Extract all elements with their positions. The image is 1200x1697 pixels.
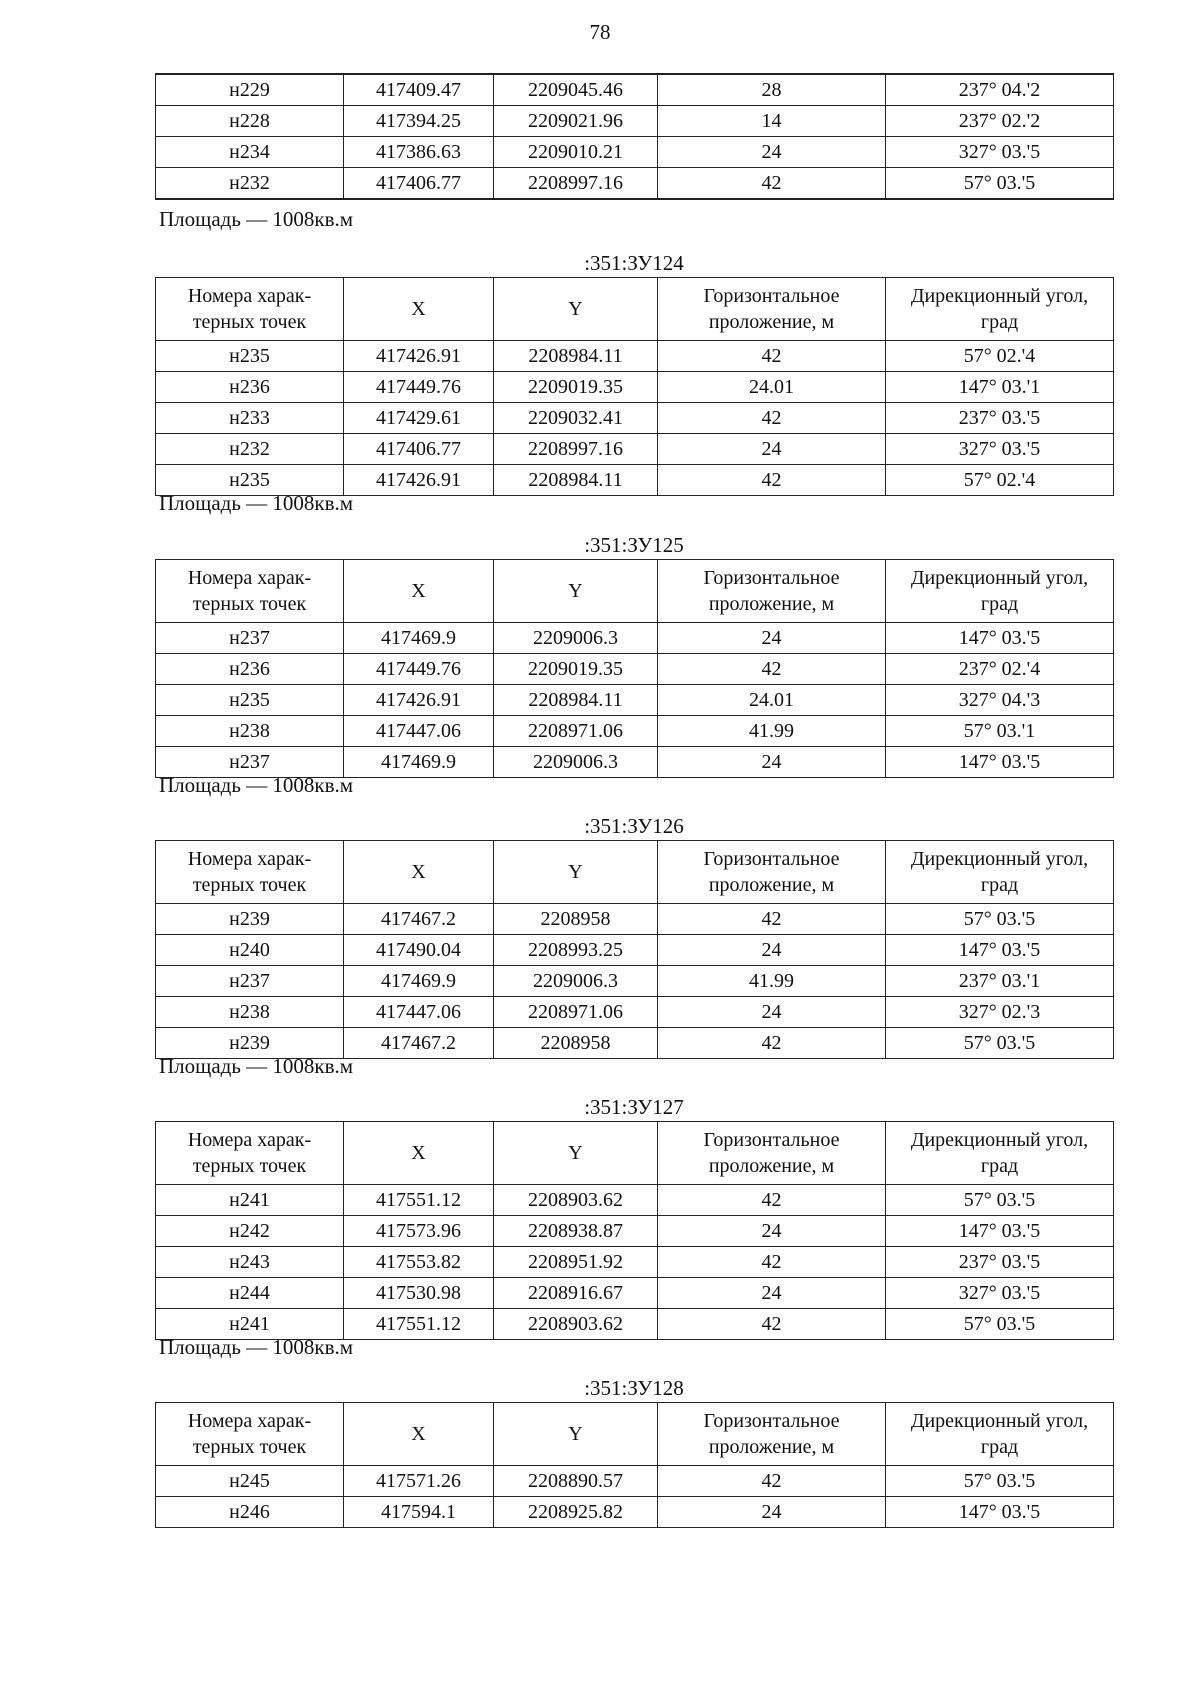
y-cell: 2208903.62 bbox=[494, 1185, 658, 1216]
y-cell: 2209019.35 bbox=[494, 372, 658, 403]
header-x: X bbox=[344, 1403, 494, 1466]
header-angle: Дирекционный угол, град bbox=[886, 560, 1114, 623]
x-cell: 417551.12 bbox=[344, 1185, 494, 1216]
point-id-cell: н233 bbox=[156, 403, 344, 434]
distance-cell: 42 bbox=[658, 1247, 886, 1278]
header-y: Y bbox=[494, 560, 658, 623]
point-id-cell: н237 bbox=[156, 966, 344, 997]
x-cell: 417406.77 bbox=[344, 434, 494, 465]
angle-cell: 327° 03.'5 bbox=[886, 1278, 1114, 1309]
point-id-cell: н236 bbox=[156, 372, 344, 403]
x-cell: 417449.76 bbox=[344, 654, 494, 685]
x-cell: 417490.04 bbox=[344, 935, 494, 966]
header-angle: Дирекционный угол, град bbox=[886, 841, 1114, 904]
x-cell: 417426.91 bbox=[344, 341, 494, 372]
x-cell: 417571.26 bbox=[344, 1466, 494, 1497]
header-distance: Горизонтальное проложение, м bbox=[658, 278, 886, 341]
distance-cell: 14 bbox=[658, 106, 886, 137]
angle-cell: 327° 03.'5 bbox=[886, 137, 1114, 168]
y-cell: 2208938.87 bbox=[494, 1216, 658, 1247]
distance-cell: 42 bbox=[658, 1309, 886, 1340]
y-cell: 2208997.16 bbox=[494, 434, 658, 465]
table-row bbox=[156, 137, 1114, 168]
y-cell: 2208890.57 bbox=[494, 1466, 658, 1497]
point-id-cell: н237 bbox=[156, 747, 344, 778]
y-cell: 2209019.35 bbox=[494, 654, 658, 685]
table-row bbox=[156, 997, 1114, 1028]
point-id-cell: н245 bbox=[156, 1466, 344, 1497]
distance-cell: 42 bbox=[658, 1466, 886, 1497]
header-distance: Горизонтальное проложение, м bbox=[658, 560, 886, 623]
distance-cell: 42 bbox=[658, 904, 886, 935]
x-cell: 417426.91 bbox=[344, 465, 494, 496]
y-cell: 2208984.11 bbox=[494, 685, 658, 716]
header-row bbox=[156, 278, 1114, 341]
parcel-title: :351:ЗУ125 bbox=[584, 533, 684, 557]
table-row bbox=[156, 403, 1114, 434]
continuation-tbody bbox=[156, 74, 1114, 199]
distance-cell: 24 bbox=[658, 1497, 886, 1528]
angle-cell: 237° 03.'5 bbox=[886, 403, 1114, 434]
x-cell: 417530.98 bbox=[344, 1278, 494, 1309]
area-label: Площадь — 1008кв.м bbox=[159, 1335, 354, 1359]
header-angle: Дирекционный угол, град bbox=[886, 1403, 1114, 1466]
y-cell: 2209006.3 bbox=[494, 966, 658, 997]
table-row bbox=[156, 1497, 1114, 1528]
x-cell: 417429.61 bbox=[344, 403, 494, 434]
x-cell: 417469.9 bbox=[344, 623, 494, 654]
point-id-cell: н238 bbox=[156, 716, 344, 747]
parcel-title: :351:ЗУ127 bbox=[584, 1095, 684, 1119]
table-row bbox=[156, 1216, 1114, 1247]
angle-cell: 57° 03.'5 bbox=[886, 168, 1114, 200]
y-cell: 2209032.41 bbox=[494, 403, 658, 434]
header-x: X bbox=[344, 560, 494, 623]
x-cell: 417467.2 bbox=[344, 904, 494, 935]
header-angle: Дирекционный угол, град bbox=[886, 278, 1114, 341]
coordinates-table bbox=[155, 559, 1114, 778]
x-cell: 417553.82 bbox=[344, 1247, 494, 1278]
header-points: Номера харак-терных точек bbox=[156, 841, 344, 904]
point-id-cell: н235 bbox=[156, 341, 344, 372]
angle-cell: 147° 03.'1 bbox=[886, 372, 1114, 403]
angle-cell: 147° 03.'5 bbox=[886, 935, 1114, 966]
table-row bbox=[156, 74, 1114, 106]
x-cell: 417447.06 bbox=[344, 716, 494, 747]
header-angle: Дирекционный угол, град bbox=[886, 1122, 1114, 1185]
table-row bbox=[156, 716, 1114, 747]
point-id-cell: н237 bbox=[156, 623, 344, 654]
table-row bbox=[156, 1185, 1114, 1216]
point-id-cell: н236 bbox=[156, 654, 344, 685]
header-distance: Горизонтальное проложение, м bbox=[658, 1122, 886, 1185]
distance-cell: 24 bbox=[658, 623, 886, 654]
distance-cell: 24 bbox=[658, 747, 886, 778]
area-label: Площадь — 1008кв.м bbox=[159, 207, 354, 231]
continuation-table bbox=[155, 73, 1114, 200]
distance-cell: 41.99 bbox=[658, 716, 886, 747]
distance-cell: 24.01 bbox=[658, 372, 886, 403]
distance-cell: 24 bbox=[658, 434, 886, 465]
point-id-cell: н239 bbox=[156, 904, 344, 935]
header-row bbox=[156, 841, 1114, 904]
angle-cell: 147° 03.'5 bbox=[886, 1216, 1114, 1247]
coordinates-table bbox=[155, 840, 1114, 1059]
angle-cell: 147° 03.'5 bbox=[886, 747, 1114, 778]
point-id-cell: н241 bbox=[156, 1309, 344, 1340]
header-x: X bbox=[344, 1122, 494, 1185]
table-row bbox=[156, 685, 1114, 716]
page-number: 78 bbox=[589, 20, 611, 44]
angle-cell: 57° 03.'5 bbox=[886, 1466, 1114, 1497]
y-cell: 2208925.82 bbox=[494, 1497, 658, 1528]
table-body bbox=[156, 1185, 1114, 1340]
angle-cell: 147° 03.'5 bbox=[886, 623, 1114, 654]
x-cell: 417449.76 bbox=[344, 372, 494, 403]
distance-cell: 24 bbox=[658, 997, 886, 1028]
table-body bbox=[156, 623, 1114, 778]
angle-cell: 327° 03.'5 bbox=[886, 434, 1114, 465]
angle-cell: 237° 02.'4 bbox=[886, 654, 1114, 685]
table-row bbox=[156, 106, 1114, 137]
table-row bbox=[156, 904, 1114, 935]
distance-cell: 24 bbox=[658, 1216, 886, 1247]
x-cell: 417469.9 bbox=[344, 966, 494, 997]
header-distance: Горизонтальное проложение, м bbox=[658, 841, 886, 904]
distance-cell: 24.01 bbox=[658, 685, 886, 716]
distance-cell: 42 bbox=[658, 341, 886, 372]
x-cell: 417594.1 bbox=[344, 1497, 494, 1528]
table-row bbox=[156, 168, 1114, 200]
y-cell: 2208984.11 bbox=[494, 341, 658, 372]
header-x: X bbox=[344, 841, 494, 904]
table-row bbox=[156, 966, 1114, 997]
point-id-cell: н235 bbox=[156, 685, 344, 716]
header-x: X bbox=[344, 278, 494, 341]
y-cell: 2208984.11 bbox=[494, 465, 658, 496]
y-cell: 2208997.16 bbox=[494, 168, 658, 200]
header-row bbox=[156, 560, 1114, 623]
x-cell: 417551.12 bbox=[344, 1309, 494, 1340]
y-cell: 2208958 bbox=[494, 1028, 658, 1059]
header-distance: Горизонтальное проложение, м bbox=[658, 1403, 886, 1466]
table-body bbox=[156, 904, 1114, 1059]
point-id-cell: н228 bbox=[156, 106, 344, 137]
angle-cell: 57° 03.'5 bbox=[886, 904, 1114, 935]
x-cell: 417426.91 bbox=[344, 685, 494, 716]
header-y: Y bbox=[494, 278, 658, 341]
header-row bbox=[156, 1122, 1114, 1185]
distance-cell: 42 bbox=[658, 654, 886, 685]
distance-cell: 42 bbox=[658, 1185, 886, 1216]
coordinates-table bbox=[155, 1121, 1114, 1340]
angle-cell: 237° 04.'2 bbox=[886, 74, 1114, 106]
y-cell: 2209006.3 bbox=[494, 747, 658, 778]
point-id-cell: н232 bbox=[156, 168, 344, 200]
angle-cell: 57° 03.'5 bbox=[886, 1309, 1114, 1340]
distance-cell: 24 bbox=[658, 1278, 886, 1309]
point-id-cell: н239 bbox=[156, 1028, 344, 1059]
header-y: Y bbox=[494, 1122, 658, 1185]
header-points: Номера харак-терных точек bbox=[156, 560, 344, 623]
distance-cell: 41.99 bbox=[658, 966, 886, 997]
table-row bbox=[156, 434, 1114, 465]
header-points: Номера харак-терных точек bbox=[156, 1122, 344, 1185]
header-y: Y bbox=[494, 841, 658, 904]
point-id-cell: н244 bbox=[156, 1278, 344, 1309]
x-cell: 417409.47 bbox=[344, 74, 494, 106]
y-cell: 2208971.06 bbox=[494, 997, 658, 1028]
y-cell: 2209021.96 bbox=[494, 106, 658, 137]
x-cell: 417469.9 bbox=[344, 747, 494, 778]
angle-cell: 147° 03.'5 bbox=[886, 1497, 1114, 1528]
table-row bbox=[156, 1278, 1114, 1309]
area-label: Площадь — 1008кв.м bbox=[159, 1054, 354, 1078]
table-row bbox=[156, 372, 1114, 403]
area-label: Площадь — 1008кв.м bbox=[159, 773, 354, 797]
point-id-cell: н246 bbox=[156, 1497, 344, 1528]
x-cell: 417467.2 bbox=[344, 1028, 494, 1059]
y-cell: 2208958 bbox=[494, 904, 658, 935]
y-cell: 2208903.62 bbox=[494, 1309, 658, 1340]
point-id-cell: н243 bbox=[156, 1247, 344, 1278]
parcel-title: :351:ЗУ124 bbox=[584, 251, 684, 275]
point-id-cell: н229 bbox=[156, 74, 344, 106]
table-row bbox=[156, 341, 1114, 372]
header-y: Y bbox=[494, 1403, 658, 1466]
area-label: Площадь — 1008кв.м bbox=[159, 491, 354, 515]
point-id-cell: н240 bbox=[156, 935, 344, 966]
point-id-cell: н234 bbox=[156, 137, 344, 168]
distance-cell: 42 bbox=[658, 403, 886, 434]
angle-cell: 327° 04.'3 bbox=[886, 685, 1114, 716]
distance-cell: 24 bbox=[658, 137, 886, 168]
table-row bbox=[156, 1247, 1114, 1278]
x-cell: 417447.06 bbox=[344, 997, 494, 1028]
header-points: Номера харак-терных точек bbox=[156, 278, 344, 341]
angle-cell: 57° 03.'1 bbox=[886, 716, 1114, 747]
angle-cell: 57° 02.'4 bbox=[886, 465, 1114, 496]
y-cell: 2209045.46 bbox=[494, 74, 658, 106]
distance-cell: 42 bbox=[658, 168, 886, 200]
x-cell: 417406.77 bbox=[344, 168, 494, 200]
distance-cell: 24 bbox=[658, 935, 886, 966]
point-id-cell: н238 bbox=[156, 997, 344, 1028]
point-id-cell: н232 bbox=[156, 434, 344, 465]
parcel-title: :351:ЗУ128 bbox=[584, 1376, 684, 1400]
y-cell: 2208993.25 bbox=[494, 935, 658, 966]
distance-cell: 42 bbox=[658, 465, 886, 496]
distance-cell: 28 bbox=[658, 74, 886, 106]
table-row bbox=[156, 623, 1114, 654]
coordinates-table bbox=[155, 1402, 1114, 1528]
coordinates-table bbox=[155, 277, 1114, 496]
table-body bbox=[156, 341, 1114, 496]
parcel-title: :351:ЗУ126 bbox=[584, 814, 684, 838]
angle-cell: 327° 02.'3 bbox=[886, 997, 1114, 1028]
x-cell: 417394.25 bbox=[344, 106, 494, 137]
point-id-cell: н242 bbox=[156, 1216, 344, 1247]
angle-cell: 57° 02.'4 bbox=[886, 341, 1114, 372]
table-row bbox=[156, 654, 1114, 685]
y-cell: 2209010.21 bbox=[494, 137, 658, 168]
table-body bbox=[156, 1466, 1114, 1528]
angle-cell: 237° 03.'1 bbox=[886, 966, 1114, 997]
x-cell: 417573.96 bbox=[344, 1216, 494, 1247]
angle-cell: 57° 03.'5 bbox=[886, 1185, 1114, 1216]
table-row bbox=[156, 935, 1114, 966]
y-cell: 2209006.3 bbox=[494, 623, 658, 654]
angle-cell: 237° 03.'5 bbox=[886, 1247, 1114, 1278]
header-row bbox=[156, 1403, 1114, 1466]
distance-cell: 42 bbox=[658, 1028, 886, 1059]
header-points: Номера харак-терных точек bbox=[156, 1403, 344, 1466]
table-row bbox=[156, 1466, 1114, 1497]
y-cell: 2208916.67 bbox=[494, 1278, 658, 1309]
y-cell: 2208951.92 bbox=[494, 1247, 658, 1278]
angle-cell: 237° 02.'2 bbox=[886, 106, 1114, 137]
x-cell: 417386.63 bbox=[344, 137, 494, 168]
angle-cell: 57° 03.'5 bbox=[886, 1028, 1114, 1059]
point-id-cell: н235 bbox=[156, 465, 344, 496]
y-cell: 2208971.06 bbox=[494, 716, 658, 747]
point-id-cell: н241 bbox=[156, 1185, 344, 1216]
